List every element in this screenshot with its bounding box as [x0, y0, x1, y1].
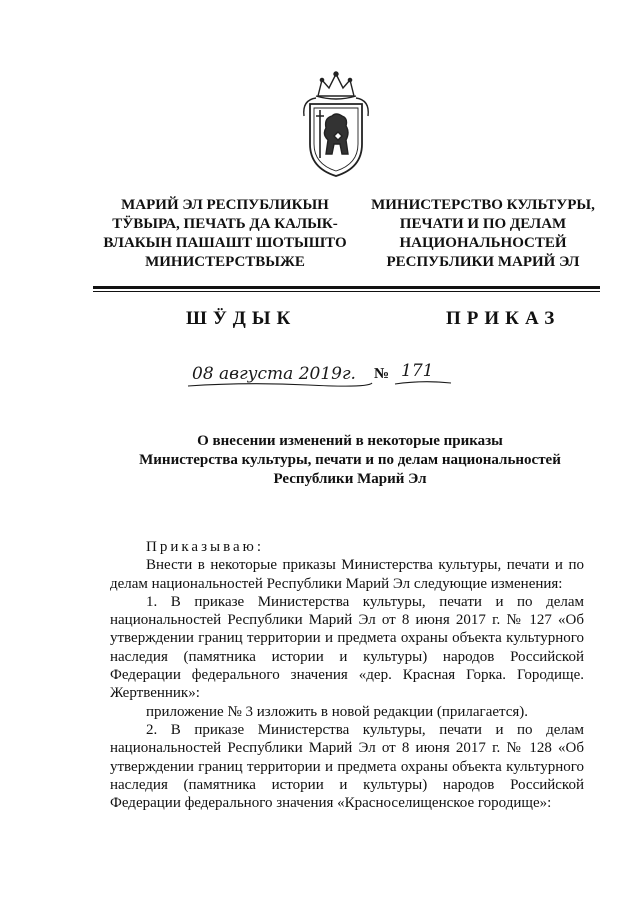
header-mari [100, 196, 350, 272]
order-word: Приказываю: [146, 539, 264, 555]
header-russian-line: НАЦИОНАЛЬНОСТЕЙ [399, 235, 567, 251]
title-line: О внесении изменений в некоторые приказы [197, 433, 503, 449]
header-russian [358, 196, 608, 272]
handwritten-number-text: 171 [401, 361, 434, 381]
handwritten-date [188, 360, 372, 390]
body-paragraph: приложение № 3 изложить в новой редакции (прилагается). [146, 703, 529, 720]
doc-type-russian: ПРИКАЗ [446, 308, 561, 329]
body-paragraph: 1. В приказе Министерства культуры, печати и по делам национальностей Республики Марий Эл от 8 июня 2017 г. № 127 «Об утверждении границ территории и предмета охраны объекта культурного наследия (памятника истории и культуры) народов Российской Федерации федерального значения «дер. Красная Горка. Городище. Жертвенник»: [110, 593, 584, 702]
handwritten-number [395, 358, 451, 390]
doc-type-mari: ШӰДЫК [186, 308, 297, 329]
header-mari-line: МИНИСТЕРСТВЫЖЕ [145, 254, 305, 270]
header-russian-line: РЕСПУБЛИКИ МАРИЙ ЭЛ [386, 254, 580, 270]
handwritten-date-text: 08 августа 2019г. [192, 364, 356, 384]
title-line: Республики Марий Эл [273, 471, 427, 487]
header-mari-line: ТӰВЫРА, ПЕЧАТЬ ДА КАЛЫК- [112, 216, 338, 232]
number-sign: № [374, 366, 390, 382]
header-divider-thin [93, 291, 600, 292]
title-line: Министерства культуры, печати и по делам национальностей [139, 452, 561, 468]
document-body [110, 538, 584, 812]
header-russian-line: ПЕЧАТИ И ПО ДЕЛАМ [399, 216, 567, 232]
header-divider-thick [93, 286, 600, 289]
header-mari-line: МАРИЙ ЭЛ РЕСПУБЛИКЫН [121, 197, 329, 213]
body-paragraph: Внести в некоторые приказы Министерства культуры, печати и по делам национальностей Республики Марий Эл следующие изменения: [110, 557, 584, 592]
document-title [100, 432, 600, 489]
header-russian-line: МИНИСТЕРСТВО КУЛЬТУРЫ, [371, 197, 595, 213]
header-mari-line: ВЛАКЫН ПАШАШТ ШОТЫШТО [103, 235, 347, 251]
body-paragraph: 2. В приказе Министерства культуры, печати и по делам национальностей Республики Марий Эл от 8 июня 2017 г. № 128 «Об утверждении границ территории и предмета охраны объекта культурного наследия (памятника истории и культуры) народов Российской Федерации федерального значения «Красноселищенское городище»: [110, 721, 584, 812]
coat-of-arms-icon [296, 70, 376, 180]
